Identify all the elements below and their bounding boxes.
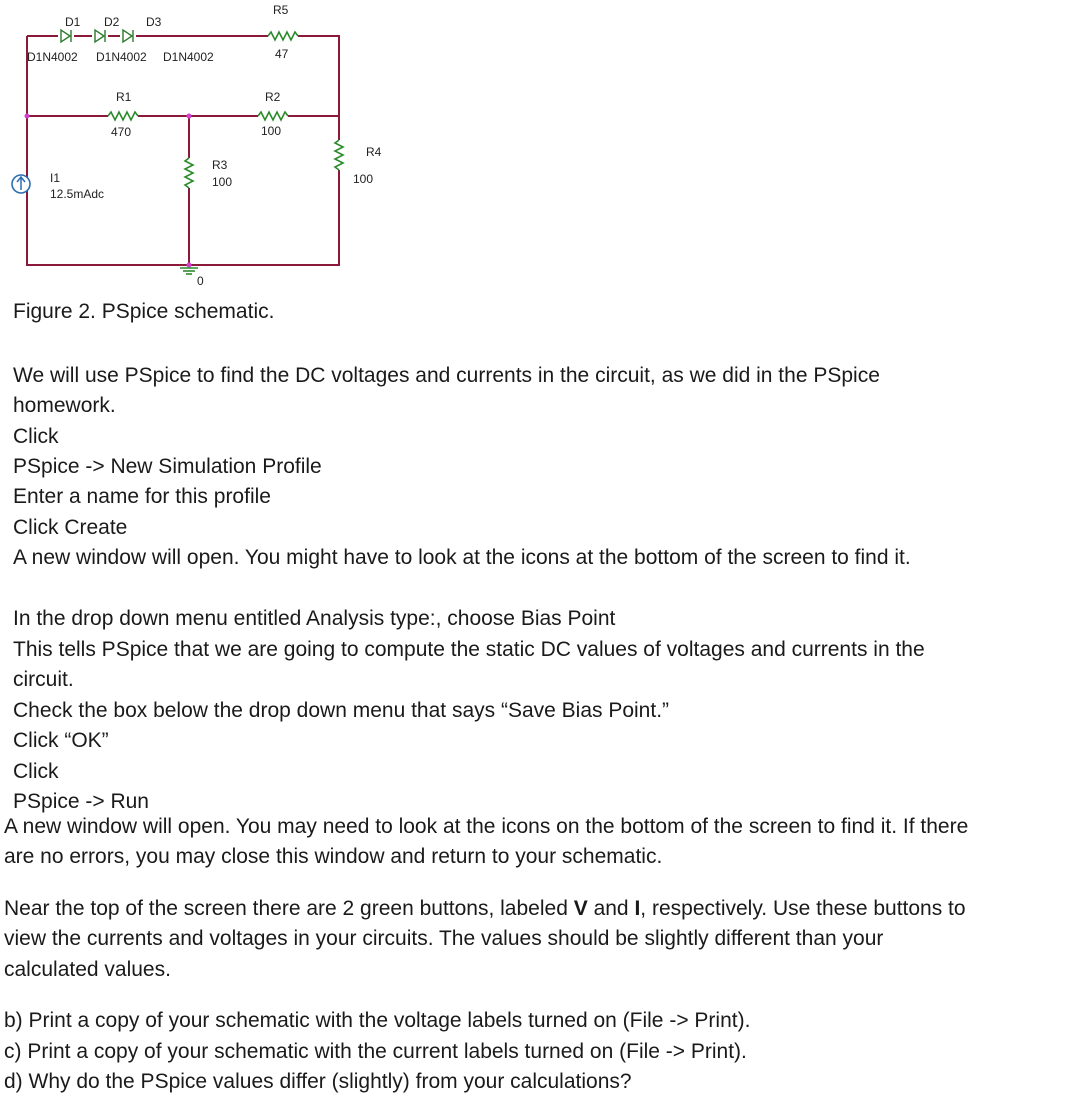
- r3-ref: R3: [212, 158, 228, 172]
- instruction-line: PSpice -> New Simulation Profile: [13, 455, 322, 478]
- diode-d3: [120, 29, 136, 43]
- question-c: c) Print a copy of your schematic with the current labels turned on (File -> Print).: [4, 1040, 747, 1063]
- r2-value: 100: [261, 124, 282, 138]
- outer-wire-loop: [27, 36, 339, 265]
- question-b: b) Print a copy of your schematic with the voltage labels turned on (File -> Print).: [4, 1009, 751, 1032]
- i1-value: 12.5mAdc: [50, 187, 105, 201]
- v-button-label: V: [573, 897, 588, 920]
- pspice-schematic: [0, 0, 400, 295]
- r1-ref: R1: [116, 90, 132, 104]
- buttons-note-text: , respectively. Use these buttons to view the currents and voltages in your circuits. The values should be slightly different than your calculated values.: [4, 897, 966, 981]
- instruction-line: Click: [13, 425, 59, 448]
- r4-value: 100: [353, 172, 374, 186]
- instruction-line: In the drop down menu entitled Analysis type:, choose Bias Point: [13, 607, 616, 630]
- resistor-r4: [333, 140, 345, 170]
- d1-ref: D1: [65, 15, 81, 29]
- buttons-note-paragraph: [4, 894, 979, 985]
- r5-ref: R5: [273, 3, 289, 17]
- instruction-line: Click: [13, 760, 59, 783]
- i1-ref: I1: [50, 171, 61, 185]
- resistor-r2: [258, 110, 288, 122]
- buttons-note-text: Near the top of the screen there are 2 green buttons, labeled: [4, 897, 574, 920]
- d3-ref: D3: [146, 15, 162, 29]
- instruction-line: Click “OK”: [13, 729, 109, 752]
- ground-label: 0: [197, 274, 204, 288]
- instruction-line: Click Create: [13, 516, 128, 539]
- d2-ref: D2: [104, 15, 120, 29]
- r3-value: 100: [212, 175, 233, 189]
- d2-part: D1N4002: [96, 50, 147, 64]
- r5-value: 47: [275, 47, 289, 61]
- ground-symbol: [180, 268, 198, 274]
- d1-part: D1N4002: [27, 50, 78, 64]
- r1-value: 470: [111, 125, 132, 139]
- r2-ref: R2: [265, 90, 281, 104]
- instruction-line: A new window will open. You might have to look at the icons at the bottom of the screen to find it.: [13, 546, 911, 569]
- resistor-r1: [108, 110, 138, 122]
- i-button-label: I: [634, 897, 641, 920]
- resistor-r5: [268, 30, 298, 42]
- d3-part: D1N4002: [163, 50, 214, 64]
- instruction-line: Enter a name for this profile: [13, 485, 271, 508]
- junction-dot: [187, 114, 192, 119]
- instruction-line: We will use PSpice to find the DC voltages and currents in the circuit, as we did in the PSpice homework.: [13, 364, 880, 418]
- junction-dot: [187, 263, 192, 268]
- r4-ref: R4: [366, 145, 382, 159]
- resistor-r3: [183, 158, 195, 188]
- diode-d2: [92, 29, 108, 43]
- instruction-line: PSpice -> Run: [13, 790, 149, 813]
- buttons-note-text: and: [587, 897, 635, 920]
- current-source-i1: [12, 175, 30, 193]
- run-note-paragraph: A new window will open. You may need to look at the icons on the bottom of the screen to find it. If there are no errors, you may close this window and return to your schematic.: [4, 815, 969, 869]
- junction-dot: [25, 114, 30, 119]
- instruction-line: Check the box below the drop down menu that says “Save Bias Point.”: [13, 699, 670, 722]
- figure-caption: Figure 2. PSpice schematic.: [13, 300, 275, 323]
- question-d: d) Why do the PSpice values differ (slightly) from your calculations?: [4, 1070, 632, 1093]
- instruction-line: This tells PSpice that we are going to compute the static DC values of voltages and currents in the circuit.: [13, 638, 925, 692]
- diode-d1: [58, 29, 74, 43]
